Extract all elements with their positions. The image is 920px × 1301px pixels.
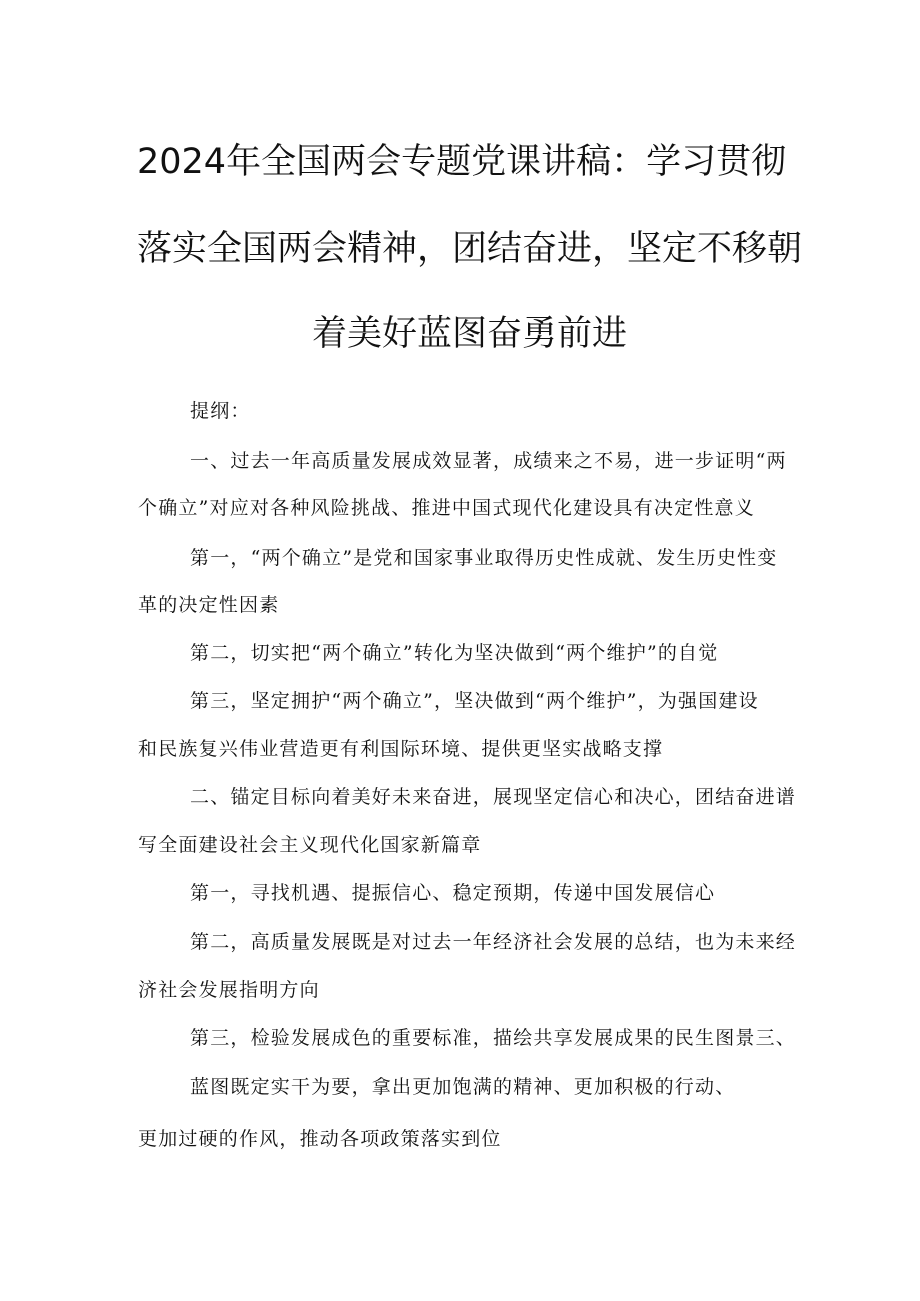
outline-item-1-line-2: 个确立”对应对各种风险挑战、推进中国式现代化建设具有决定性意义: [138, 497, 755, 519]
outline-item-2-line-1: 第一，“两个确立”是党和国家事业取得历史性成就、发生历史性变: [190, 547, 778, 569]
outline-item-4-line-1: 第三，坚定拥护“两个确立”，坚决做到“两个维护”，为强国建设: [190, 690, 759, 712]
outline-item-4-line-2: 和民族复兴伟业营造更有利国际环境、提供更坚实战略支撑: [138, 738, 664, 760]
outline-item-5-line-2: 写全面建设社会主义现代化国家新篇章: [138, 834, 482, 856]
document-title-line-1: 2024年全国两会专题党课讲稿：学习贯彻: [137, 142, 787, 182]
outline-item-7-line-1: 第二，高质量发展既是对过去一年经济社会发展的总结，也为未来经: [190, 931, 797, 953]
outline-item-9-line-2: 更加过硬的作风，推动各项政策落实到位: [138, 1128, 502, 1150]
outline-item-1-line-1: 一、过去一年高质量发展成效显著，成绩来之不易，进一步证明“两: [190, 450, 787, 472]
outline-item-3-line-1: 第二，切实把“两个确立”转化为坚决做到“两个维护”的自觉: [190, 642, 719, 664]
outline-item-5-line-1: 二、锚定目标向着美好未来奋进，展现坚定信心和决心，团结奋进谱: [190, 786, 797, 808]
outline-label: 提纲：: [190, 400, 251, 422]
outline-item-8-line-1: 第三，检验发展成色的重要标准，描绘共享发展成果的民生图景三、: [190, 1027, 797, 1049]
document-title-line-2: 落实全国两会精神，团结奋进，坚定不移朝: [137, 229, 803, 269]
outline-item-2-line-2: 革的决定性因素: [138, 594, 280, 616]
outline-item-9-line-1: 蓝图既定实干为要，拿出更加饱满的精神、更加积极的行动、: [190, 1076, 736, 1098]
outline-item-6-line-1: 第一，寻找机遇、提振信心、稳定预期，传递中国发展信心: [190, 882, 716, 904]
outline-item-7-line-2: 济社会发展指明方向: [138, 979, 320, 1001]
document-title-line-3: 着美好蓝图奋勇前进: [312, 314, 628, 354]
